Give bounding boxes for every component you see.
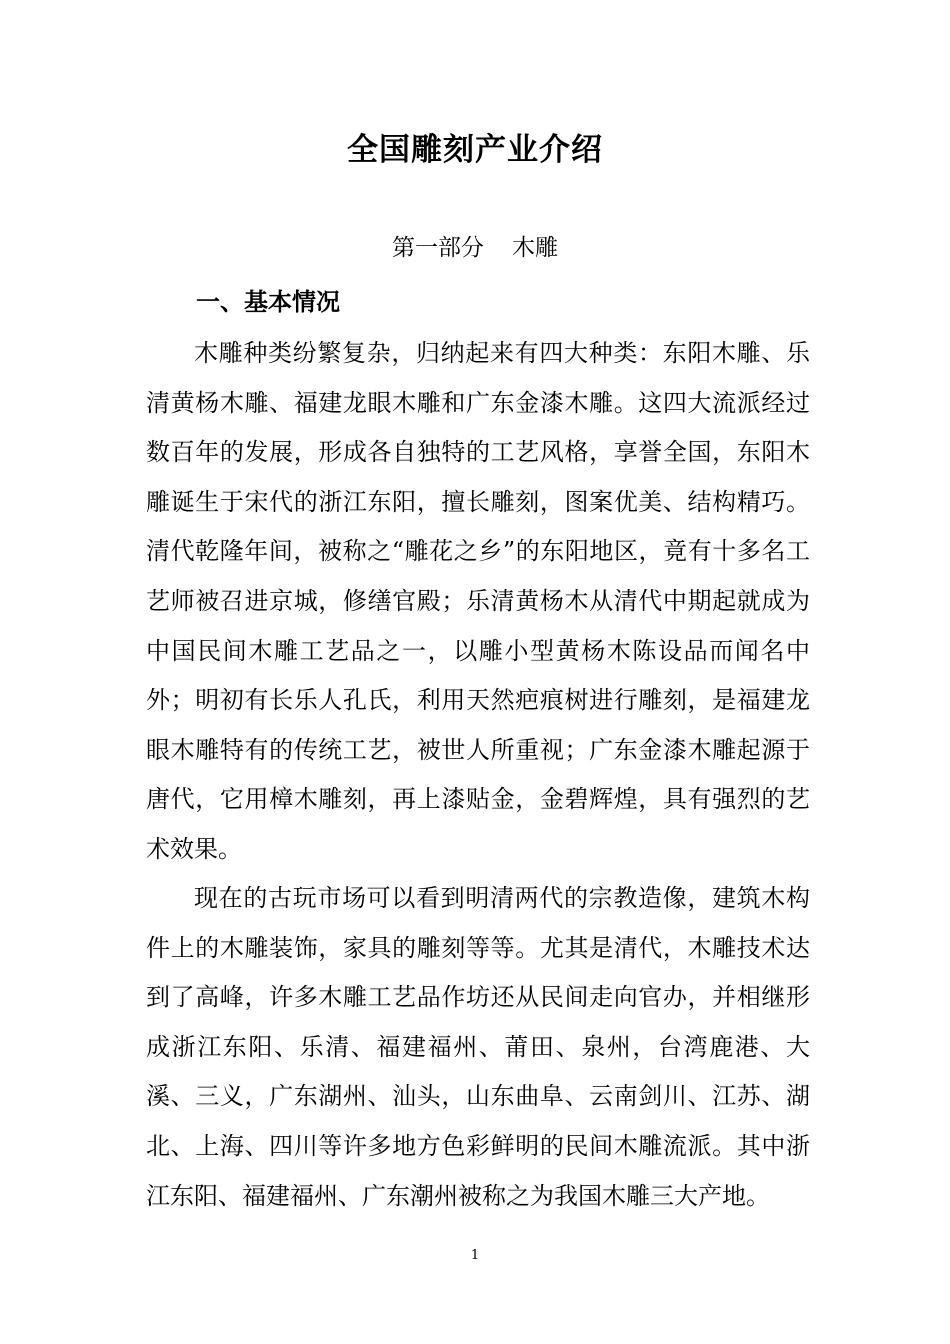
page-number: 1 — [470, 1248, 480, 1263]
part-title — [0, 230, 950, 266]
part-number-label: 第一部分 — [392, 235, 484, 261]
body-paragraph: 木雕种类纷繁复杂，归纳起来有四大种类：东阳木雕、乐清黄杨木雕、福建龙眼木雕和广东金漆木雕。这四大流派经过数百年的发展，形成各自独特的工艺风格，享誉全国，东阳木雕诞生于宋代的浙江东阳，擅长雕刻，图案优美、结构精巧。清代乾隆年间，被称之“雕花之乡”的东阳地区，竟有十多名工艺师被召进京城，修缮官殿；乐清黄杨木从清代中期起就成为中国民间木雕工艺品之一，以雕小型黄杨木陈设品而闻名中外；明初有长乐人孔氏，利用天然疤痕树进行雕刻，是福建龙眼木雕特有的传统工艺，被世人所重视；广东金漆木雕起源于唐代，它用樟木雕刻，再上漆贴金，金碧辉煌，具有强烈的艺术效果。 — [146, 339, 810, 863]
body-paragraph: 现在的古玩市场可以看到明清两代的宗教造像，建筑木构件上的木雕装饰，家具的雕刻等等。尤其是清代，木雕技术达到了高峰，许多木雕工艺品作坊还从民间走向官办，并相继形成浙江东阳、乐清、福建福州、莆田、泉州，台湾鹿港、大溪、三义，广东湖州、汕头，山东曲阜、云南剑川、江苏、湖北、上海、四川等许多地方色彩鲜明的民间木雕流派。其中浙江东阳、福建福州、广东潮州被称之为我国木雕三大产地。 — [146, 884, 810, 1210]
part-name: 木雕 — [512, 235, 558, 261]
document-title: 全国雕刻产业介绍 — [347, 132, 603, 168]
section-heading: 一、基本情况 — [196, 288, 340, 316]
